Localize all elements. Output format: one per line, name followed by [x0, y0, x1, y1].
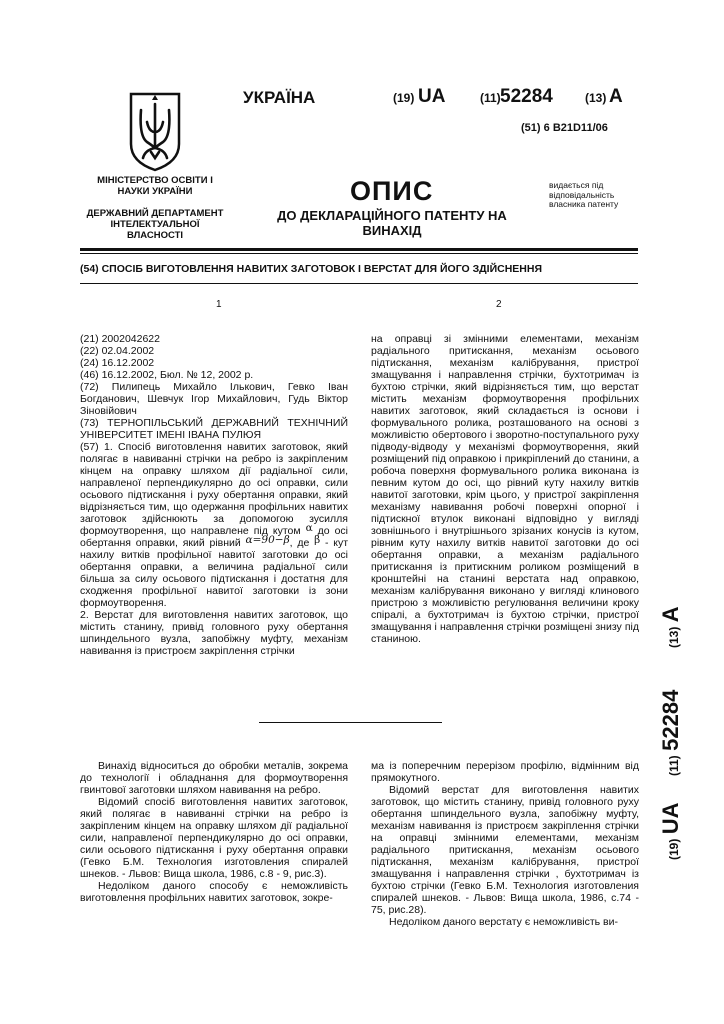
code-11: (11): [480, 91, 501, 105]
margin-kind-code: A: [658, 606, 683, 623]
margin-code-13: (13): [667, 626, 681, 648]
column-number-2: 2: [496, 299, 502, 310]
margin-country: [658, 802, 684, 860]
ministry-name: МІНІСТЕРСТВО ОСВІТИ І НАУКИ УКРАЇНИ: [97, 175, 213, 197]
patent-number: 52284: [500, 86, 553, 107]
desc-para-5: Відомий верстат для виготовлення навитих заготовок, що містить станину, привід головного руху обертання шпиндельного вузла, запобіжну муфту, механізм навивання із пристроєм закріплення стрічки на оправці змінними елементами, механізм радіального притискання, механізм осьового підтискання, механізм калібрування, пристрої змащування і направлення стрічки , бухтотримач із бухтою стрічки (Гевко Б.М. Технология изготовления спиралей шнеков. - Львов: Вища школа, 1986, с.74 - 75, рис.28).: [371, 784, 639, 916]
desc-para-4: ма із поперечним перерізом профілю, відмінним від прямокутного.: [371, 760, 639, 784]
claim-2-continuation: на оправці зі змінними елементами, механізм радіального притискання, механізм осьового підтискання, механізм калібрування, пристрої змащування і направлення стрічки, бухтотримач із бухтою стрічки, який відрізняється тим, що верстат містить механізм формоутворення профільних навитих заготовок, який складається із основи і формувального ролика, розташованого на основі з можливістю обертового і зворотно-поступального руху підводу-відводу у механізмі формоутворення, який розміщений під оправкою і прикріплений до станини, а робоча поверхня формувального ролика виконана із певним кутом до осі, що рівний куту нахилу витків навитої заготовки, крім цього, у пристрої закріплення механізму навивання робочі поверхні опорної і підтискної втулок виконані відповідно у вигляді зовнішнього і внутрішнього зрізаних конусів із кутом, рівним куту нахилу витків навитої заготовки до осі обертання оправки, а механізм радіального притискання із притискним роликом розміщений в кронштейні на станині верстата над оправкою, механізм калібрування виконано у вигляді клинового пристрою з можливістю регулювання величини кроку спіралі, а бухтотримач із бухтою стрічки, пристрої змащування і направлення стрічки розміщені знизу під станиною.: [371, 333, 639, 645]
country-name: УКРАЇНА: [243, 88, 316, 107]
column-number-1: 1: [216, 299, 222, 310]
kind-code: A: [609, 86, 623, 107]
header-rule-thick: [80, 248, 638, 251]
header-rule-thin: [80, 253, 638, 254]
desc-para-2: Відомий спосіб виготовлення навитих заготовок, який полягає в навиванні стрічки на ребро із закріпленим кінцем на оправку шляхом дії радіальної сили, направленої перпендикулярно до осі оправки, сили осьового підтискання і руху обертання оправки (Гевко Б.М. Технология изготовления спиралей шнеков. - Львов: Вища школа, 1986, с.8 - 9, рис.3).: [80, 796, 348, 880]
angle-formula: α=90−β: [245, 534, 290, 546]
margin-patent-number: 52284: [658, 689, 683, 751]
ipc-value: B21D11/06: [552, 122, 608, 134]
margin-number: [658, 690, 684, 776]
alpha-symbol: α: [305, 522, 313, 534]
doc-type: ОПИС: [350, 176, 434, 206]
margin-code-11: (11): [667, 755, 681, 776]
beta-symbol: β: [314, 534, 321, 546]
biblio-22: (22) 02.04.2002: [80, 345, 155, 357]
code-51: (51) 6: [521, 122, 550, 134]
desc-para-3: Недоліком даного способу є неможливість виготовлення профільних навитих заготовок, зокре-: [80, 880, 348, 904]
invention-title: (54) СПОСІБ ВИГОТОВЛЕННЯ НАВИТИХ ЗАГОТОВОК І ВЕРСТАТ ДЛЯ ЙОГО ЗДІЙСНЕННЯ: [80, 263, 543, 275]
biblio-72: (72) Пилипець Михайло Ількович, Гевко Іван Богданович, Шевчук Ігор Михайлович, Гудь Віктор Зіновійович: [80, 381, 348, 417]
biblio-24: (24) 16.12.2002: [80, 357, 155, 369]
desc-para-6: Недоліком даного верстату є неможливість ви-: [389, 916, 618, 928]
code-13: (13): [585, 91, 607, 105]
claim-1-part-c: , де: [289, 537, 310, 549]
section-separator: [259, 722, 442, 723]
claim-1-part-d: - кут нахилу витків профільної навитої заготовки до осі обертання оправки, а величина радіальної сили більша за силу осьового підтискання і достатня для сходження профільної навитої заготовки із зони формоутворення.: [80, 537, 349, 609]
side-note: видається під відповідальність власника патенту: [549, 180, 619, 209]
code-19: (19): [393, 91, 415, 105]
claim-2: 2. Верстат для виготовлення навитих заготовок, що містить станину, привід головного руху обертання шпиндельного вузла, запобіжну муфту, механізм навивання із пристроєм закріплення стрічки: [80, 609, 348, 657]
title-rule: [80, 283, 638, 284]
claims-right-column: [371, 333, 639, 645]
biblio-46: (46) 16.12.2002, Бюл. № 12, 2002 р.: [80, 369, 254, 381]
claim-1: [80, 441, 348, 609]
description-right-column: [371, 760, 639, 928]
desc-para-1: Винахід відноситься до обробки металів, зокрема до технології і обладнання для формоутворення гвинтової заготовки шляхом навивання на ребро.: [80, 760, 348, 796]
coat-of-arms-icon: [127, 92, 183, 172]
department-name: ДЕРЖАВНИЙ ДЕПАРТАМЕНТ ІНТЕЛЕКТУАЛЬНОЇ ВЛАСНОСТІ: [86, 208, 224, 241]
biblio-21: (21) 2002042622: [80, 333, 160, 345]
doc-subtitle: ДО ДЕКЛАРАЦІЙНОГО ПАТЕНТУ НА ВИНАХІД: [277, 208, 507, 238]
biblio-73: (73) ТЕРНОПІЛЬСЬКИЙ ДЕРЖАВНИЙ ТЕХНІЧНИЙ УНІВЕРСИТЕТ ІМЕНІ ІВАНА ПУЛЮЯ: [80, 417, 348, 441]
claim-1-part-b: до осі обертання оправки, який рівний: [80, 525, 349, 549]
claims-left-column: [80, 333, 348, 657]
ipc-code: [521, 122, 608, 134]
margin-code-19: (19): [667, 838, 681, 860]
description-left-column: [80, 760, 348, 904]
country-code: UA: [418, 86, 446, 107]
claim-1-part-a: (57) 1. Спосіб виготовлення навитих заготовок, який полягає в навиванні стрічки на ребро із закріпленим кінцем на оправку шляхом дії радіальної сили, направленої перпендикулярно до осі оправки, сили осьового підтискання і руху обертання оправки, який відрізняється тим, що одержання профільних навитих заготовок здійснюють за допомогою зусилля формоутворення, що направлене під кутом: [80, 441, 348, 537]
margin-kind: [658, 606, 684, 648]
margin-country-code: UA: [658, 802, 683, 835]
